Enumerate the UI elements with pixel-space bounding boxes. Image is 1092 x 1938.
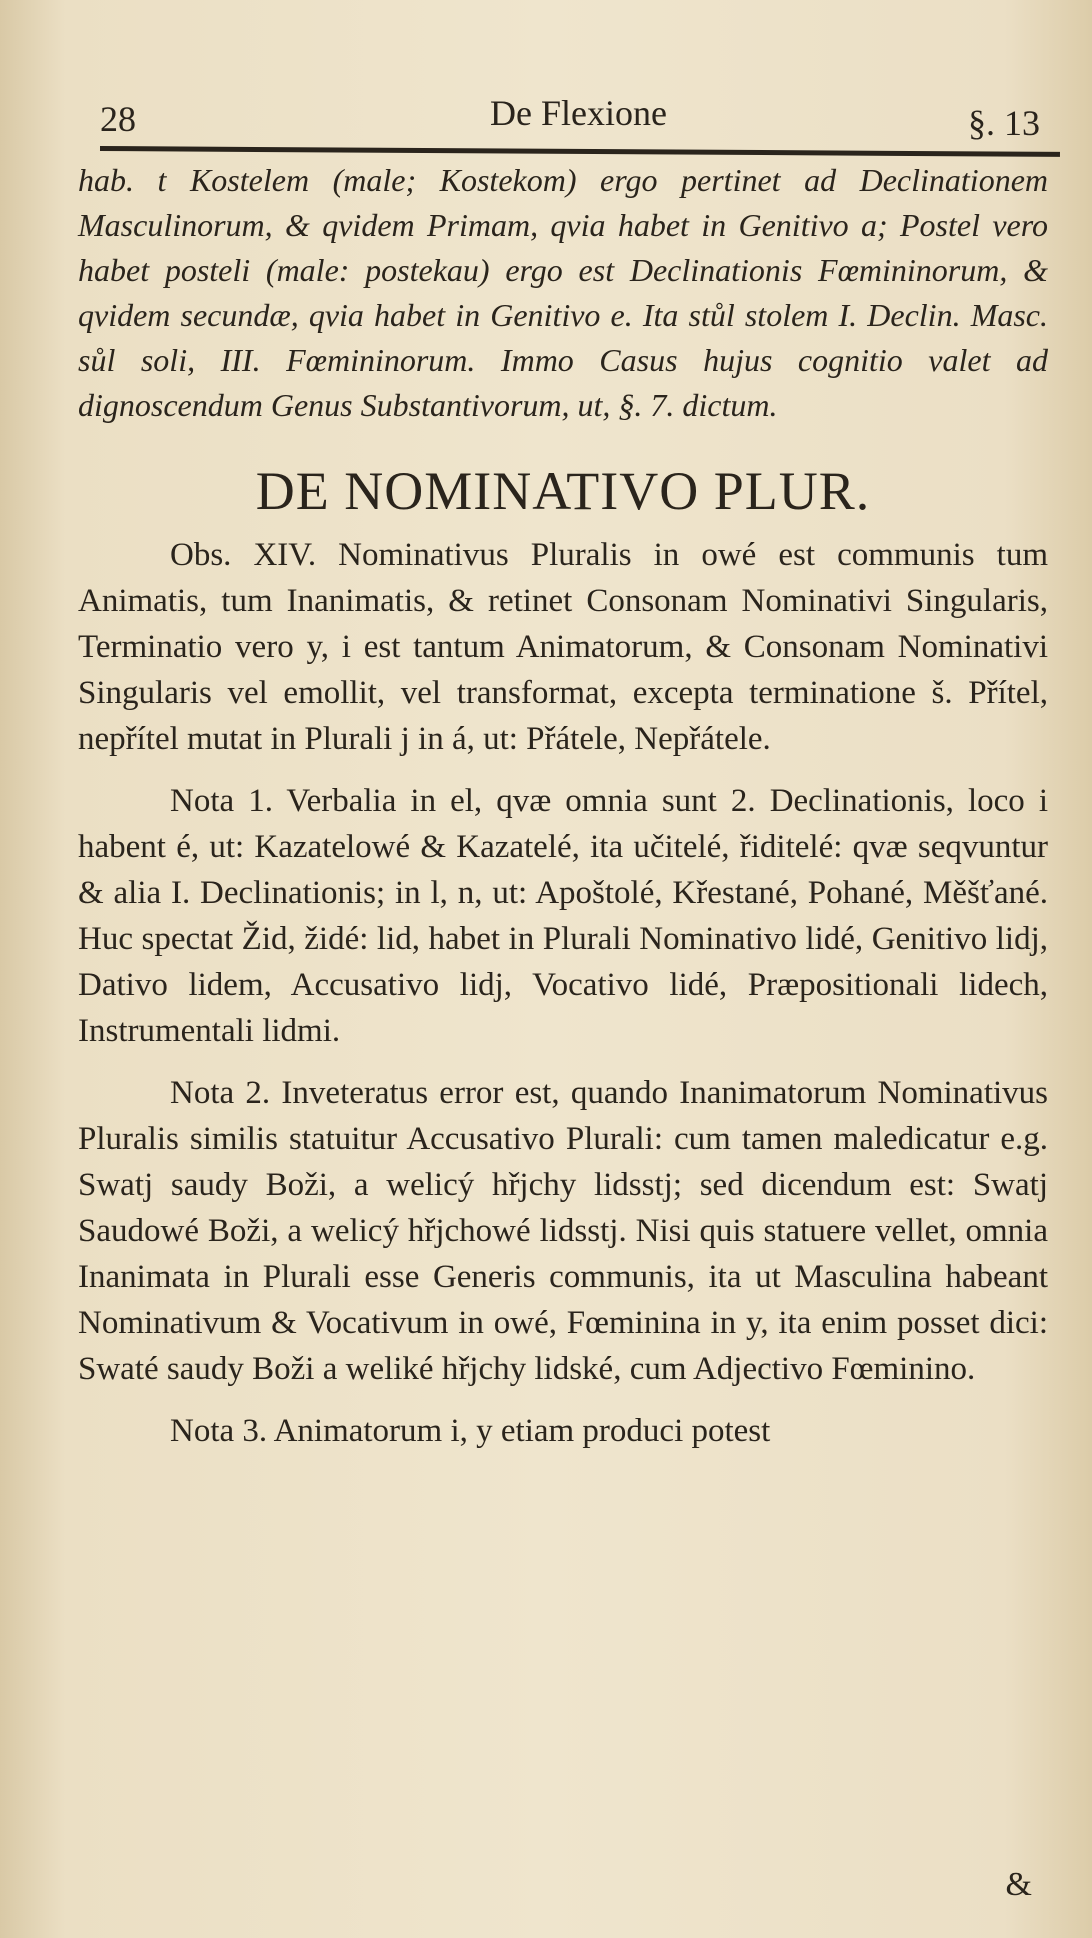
running-title: De Flexione <box>490 93 667 133</box>
catchword: & <box>1005 1866 1032 1903</box>
nota-3-paragraph: Nota 3. Animatorum i, y etiam produci potest <box>170 1413 771 1449</box>
section-heading: DE NOMINATIVO PLUR. <box>255 461 871 521</box>
observation-paragraph: Obs. XIV. Nominativus Pluralis in owé est communis tum Animatis, tum Inanimatis, & retinet Consonam Nominativi Singularis, Terminatio vero y, i est tantum Animatorum, & Consonam Nominativi Singularis vel emollit, vel transformat, excepta terminatione š. Přítel, nepřítel mutat in Plurali j in á, ut: Přátele, Nepřátele. <box>78 537 1048 757</box>
page-number: 28 <box>100 99 136 139</box>
nota-2-paragraph: Nota 2. Inveteratus error est, quando Inanimatorum Nominativus Pluralis similis statuitur Accusativo Plurali: cum tamen maledicatur e.g. Swatj saudy Boži, a welicý hřjchy lidsstj; sed dicendum est: Swatj Saudowé Boži, a welicý hřjchowé lidsstj. Nisi quis statuere vellet, omnia Inanimata in Plurali esse Generis communis, ita ut Masculina habeant Nominativum & Vocativum in owé, Fœminina in y, ita enim posset dici: Swaté saudy Boži a weliké hřjchy lidské, cum Adjectivo Fœminino. <box>78 1075 1048 1387</box>
header-rule <box>100 146 1060 157</box>
section-mark: §. 13 <box>968 103 1040 143</box>
nota-1-paragraph: Nota 1. Verbalia in el, qvæ omnia sunt 2. Declinationis, loco i habent é, ut: Kazatelowé & Kazatelé, ita učitelé, řiditelé: qvæ seqvuntur & alia I. Declinationis; in l, n, ut: Apoštolé, Křestané, Pohané, Měšťané. Huc spectat Žid, židé: lid, habet in Plurali Nominativo lidé, Genitivo lidj, Dativo lidem, Accusativo lidj, Vocativo lidé, Præpositionali lidech, Instrumentali lidmi. <box>78 783 1048 1049</box>
running-head <box>100 92 1040 142</box>
body-text <box>78 158 1048 1454</box>
intro-paragraph: hab. t Kostelem (male; Kostekom) ergo pertinet ad Declinationem Masculinorum, & qvidem Primam, qvia habet in Genitivo a; Postel vero habet posteli (male: postekau) ergo est Declinationis Fœmininorum, & qvidem secundæ, qvia habet in Genitivo e. Ita stůl stolem I. Declin. Masc. sůl soli, III. Fœmininorum. Immo Casus hujus cognitio valet ad dignoscendum Genus Substantivorum, ut, §. 7. dictum. <box>78 162 1048 423</box>
